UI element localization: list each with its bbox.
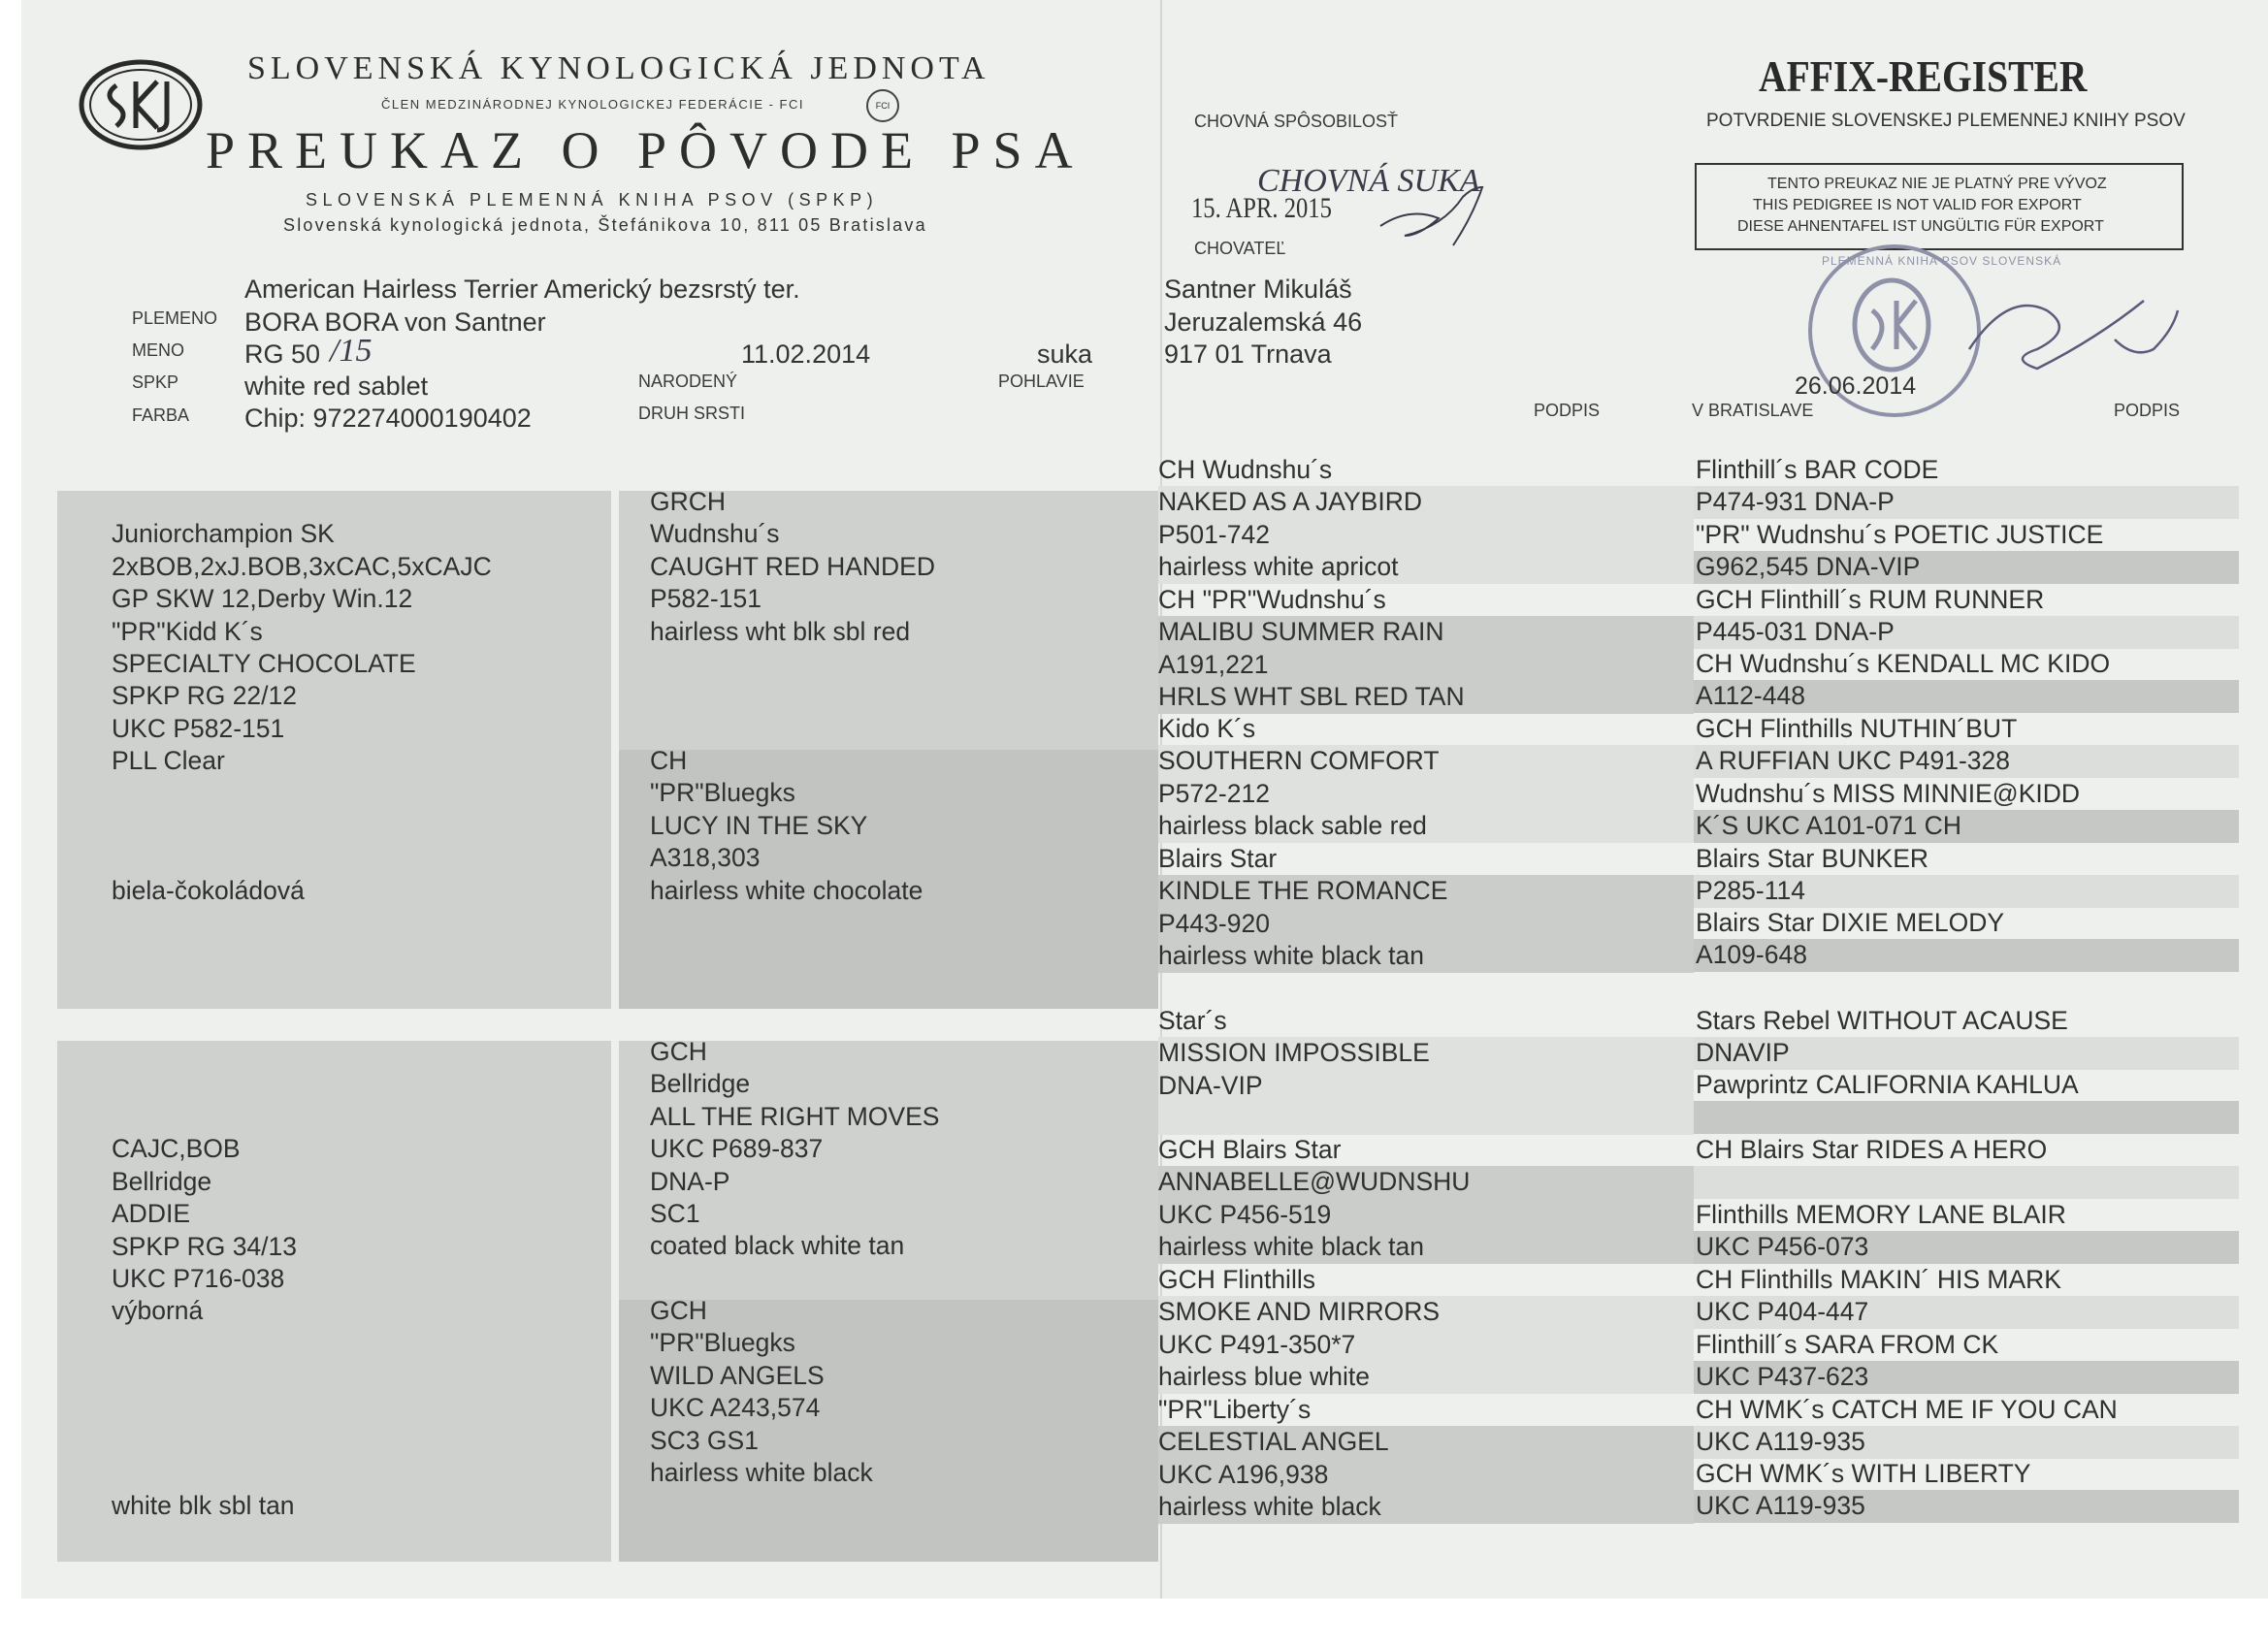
label-narodeny: NARODENÝ xyxy=(638,372,738,391)
gen4-line: P445-031 DNA-P xyxy=(1696,617,1895,647)
gen4-line: UKC A119-935 xyxy=(1696,1427,1865,1457)
gen1-sire-line: Juniorchampion SK xyxy=(112,519,335,549)
gen1-sire-line xyxy=(112,778,492,810)
gen1-sire-line xyxy=(112,810,492,842)
label-farba: FARBA xyxy=(132,405,190,425)
affix-date: 26.06.2014 xyxy=(1795,372,1917,400)
breeder-city: 917 01 Trnava xyxy=(1164,340,1332,369)
affix-title: AFFIX-REGISTER xyxy=(1759,51,2088,101)
gen3-line: MISSION IMPOSSIBLE xyxy=(1158,1038,1430,1068)
fci-logo-icon: FCI xyxy=(875,101,891,111)
gen2-line: hairless white chocolate xyxy=(650,875,923,905)
fci-logo xyxy=(866,89,899,122)
gen3-line: GCH Blairs Star xyxy=(1158,1135,1342,1164)
breeding-stamp-date: 15. APR. 2015 xyxy=(1191,192,1332,224)
gen3-line: Kido K´s xyxy=(1158,714,1256,743)
gen2-line: GRCH xyxy=(650,487,727,516)
warning-line-en: THIS PEDIGREE IS NOT VALID FOR EXPORT xyxy=(1753,197,2082,213)
stamp-emblem-icon xyxy=(1843,272,1940,378)
gen2-line: P582-151 xyxy=(650,584,761,614)
gen3-line: DNA-VIP xyxy=(1158,1070,1263,1100)
gen1-sire-line: PLL Clear xyxy=(112,746,225,776)
gen4-line xyxy=(1696,1101,2079,1133)
warning-line-sk: TENTO PREUKAZ NIE JE PLATNÝ PRE VÝVOZ xyxy=(1767,176,2107,192)
dog-name-value: BORA BORA von Santner xyxy=(244,307,546,337)
gen3-line: NAKED AS A JAYBIRD xyxy=(1158,487,1422,517)
gen4-ancestor xyxy=(1696,519,2103,584)
gen2-line: hairless wht blk sbl red xyxy=(650,616,911,646)
gen4-line: A RUFFIAN UKC P491-328 xyxy=(1696,746,2011,776)
gen4-ancestor xyxy=(1696,1134,2047,1199)
affix-subtitle: POTVRDENIE SLOVENSKEJ PLEMENNEJ KNIHY PSOV xyxy=(1706,111,2186,131)
breed-value: American Hairless Terrier Americký bezsrstý ter. xyxy=(244,275,800,304)
gen4-line: Blairs Star BUNKER xyxy=(1696,844,1929,873)
gen1-dam-line: UKC P716-038 xyxy=(112,1263,285,1293)
gen1-dam-line: výborná xyxy=(112,1296,204,1326)
gen3-line: UKC A196,938 xyxy=(1158,1459,1329,1489)
label-pohlavie: POHLAVIE xyxy=(998,372,1085,391)
gen2-line: SC3 GS1 xyxy=(650,1425,759,1455)
gen4-line: UKC P456-073 xyxy=(1696,1232,1869,1262)
gen3-ancestor xyxy=(1158,1134,1470,1264)
gen2-line: "PR"Bluegks xyxy=(650,778,795,808)
gen3-line: hairless blue white xyxy=(1158,1362,1371,1392)
gen3-ancestor xyxy=(1158,843,1447,973)
gen3-line: P501-742 xyxy=(1158,519,1270,549)
gen2-line: coated black white tan xyxy=(650,1231,905,1261)
gen4-line: GCH WMK´s WITH LIBERTY xyxy=(1696,1459,2031,1488)
gen4-line: UKC P437-623 xyxy=(1696,1362,1869,1392)
gen2-ancestor xyxy=(650,745,923,907)
spkp-number: RG 50 xyxy=(244,340,321,369)
gen3-line: HRLS WHT SBL RED TAN xyxy=(1158,682,1465,712)
gen2-line: hairless white black xyxy=(650,1457,873,1487)
gen4-line: CH WMK´s CATCH ME IF YOU CAN xyxy=(1696,1395,2118,1424)
gen4-ancestor xyxy=(1696,1005,2068,1070)
gen2-line: A318,303 xyxy=(650,843,761,873)
gen1-dam-line: SPKP RG 34/13 xyxy=(112,1231,298,1261)
gen3-line: A191,221 xyxy=(1158,649,1269,679)
gen2-ancestor xyxy=(650,1036,939,1263)
gen3-line: Blairs Star xyxy=(1158,844,1278,873)
gen2-line: WILD ANGELS xyxy=(650,1360,825,1390)
gen4-line: Blairs Star DIXIE MELODY xyxy=(1696,908,2005,937)
gen1-dam-line xyxy=(112,1393,297,1425)
gen2-line: CAUGHT RED HANDED xyxy=(650,551,935,581)
gen4-ancestor xyxy=(1696,1264,2061,1329)
signature-icon xyxy=(1960,281,2192,398)
gen4-line: GCH Flinthills NUTHIN´BUT xyxy=(1696,714,2018,743)
gen3-line: CH "PR"Wudnshu´s xyxy=(1158,585,1386,614)
gen3-line: "PR"Liberty´s xyxy=(1158,1395,1312,1424)
gen4-line: Stars Rebel WITHOUT ACAUSE xyxy=(1696,1006,2068,1035)
gen4-line: G962,545 DNA-VIP xyxy=(1696,552,1921,582)
stamp-ring-text: PLEMENNÁ KNIHA PSOV SLOVENSKÁ xyxy=(1822,254,2062,268)
gen3-ancestor xyxy=(1158,1394,1389,1524)
gen3-ancestor xyxy=(1158,1005,1430,1135)
gen3-line: SMOKE AND MIRRORS xyxy=(1158,1297,1441,1327)
gen3-ancestor xyxy=(1158,454,1422,584)
gen2-line: "PR"Bluegks xyxy=(650,1328,795,1358)
gen3-line: UKC P456-519 xyxy=(1158,1199,1332,1229)
skj-logo-icon xyxy=(78,58,204,151)
gen4-line: A109-648 xyxy=(1696,940,1807,970)
breeder-signature-label: PODPIS xyxy=(1534,401,1601,420)
gen4-ancestor xyxy=(1696,843,1928,908)
org-name: SLOVENSKÁ KYNOLOGICKÁ JEDNOTA xyxy=(247,50,990,86)
label-spkp: SPKP xyxy=(132,372,179,392)
gen2-line: Bellridge xyxy=(650,1069,751,1099)
signature-icon xyxy=(1376,182,1521,250)
gen4-ancestor xyxy=(1696,648,2110,713)
document-title: PREUKAZ O PÔVODE PSA xyxy=(206,121,1085,179)
gen2-line: ALL THE RIGHT MOVES xyxy=(650,1101,940,1131)
gen3-ancestor xyxy=(1158,713,1440,843)
label-plemeno: PLEMENO xyxy=(132,308,218,328)
gen4-ancestor xyxy=(1696,454,1938,519)
gen3-line: Star´s xyxy=(1158,1006,1227,1035)
gen1-dam-line: CAJC,BOB xyxy=(112,1134,241,1164)
breeding-signature xyxy=(1376,182,1521,250)
gen4-line: CH Blairs Star RIDES A HERO xyxy=(1696,1135,2048,1164)
gen4-ancestor xyxy=(1696,1199,2066,1264)
gen1-dam-line xyxy=(112,1457,297,1489)
warning-line-de: DIESE AHNENTAFEL IST UNGÜLTIG FÜR EXPORT xyxy=(1737,218,2104,235)
gen2-line: LUCY IN THE SKY xyxy=(650,810,868,840)
gen2-line: CH xyxy=(650,746,688,775)
gen4-line: GCH Flinthill´s RUM RUNNER xyxy=(1696,585,2045,614)
gen3-line: MALIBU SUMMER RAIN xyxy=(1158,617,1444,647)
gen1-dam-line xyxy=(112,1425,297,1457)
gen4-ancestor xyxy=(1696,1069,2079,1134)
gen4-ancestor xyxy=(1696,778,2080,843)
gen3-line: GCH Flinthills xyxy=(1158,1265,1315,1294)
gen1-sire-line: "PR"Kidd K´s xyxy=(112,616,263,646)
gen4-line: Flinthill´s BAR CODE xyxy=(1696,455,1939,484)
chip-value: Chip: 972274000190402 xyxy=(244,404,532,433)
gen1-dam-line xyxy=(112,1101,297,1133)
breeding-stamp-text: CHOVNÁ SUKA xyxy=(1257,163,1480,199)
gen4-line: CH Flinthills MAKIN´ HIS MARK xyxy=(1696,1265,2061,1294)
gen4-line: Flinthills MEMORY LANE BLAIR xyxy=(1696,1200,2066,1229)
gen2-line: Wudnshu´s xyxy=(650,519,780,549)
gen3-line: hairless white black tan xyxy=(1158,1232,1424,1262)
gen4-ancestor xyxy=(1696,713,2017,778)
skj-logo xyxy=(78,58,204,151)
gen3-line: UKC P491-350*7 xyxy=(1158,1329,1356,1359)
gen1-sire-line: SPKP RG 22/12 xyxy=(112,681,298,711)
gen2-line: SC1 xyxy=(650,1198,700,1228)
gen1-sire-line: 2xBOB,2xJ.BOB,3xCAC,5xCAJC xyxy=(112,551,492,581)
gen3-line: hairless white black tan xyxy=(1158,941,1424,971)
gen4-line: K´S UKC A101-071 CH xyxy=(1696,811,1961,841)
gen3-line: ANNABELLE@WUDNSHU xyxy=(1158,1167,1471,1197)
gen2-line: DNA-P xyxy=(650,1166,730,1196)
gen4-line: UKC A119-935 xyxy=(1696,1491,1865,1521)
gen1-dam xyxy=(112,1101,297,1522)
gen4-ancestor xyxy=(1696,1458,2030,1523)
gen2-line: GCH xyxy=(650,1037,707,1066)
gen1-sire-line: SPECIALTY CHOCOLATE xyxy=(112,648,416,678)
breeder-label: CHOVATEĽ xyxy=(1194,239,1286,258)
stamp-logo-icon xyxy=(1843,272,1940,378)
gen1-sire-line xyxy=(112,486,492,518)
gen2-line: UKC P689-837 xyxy=(650,1134,824,1164)
gen4-line: CH Wudnshu´s KENDALL MC KIDO xyxy=(1696,649,2111,678)
gen2-line: GCH xyxy=(650,1296,707,1325)
gen3-line: CELESTIAL ANGEL xyxy=(1158,1427,1389,1457)
label-druh-srsti: DRUH SRSTI xyxy=(638,404,746,423)
color-value: white red sablet xyxy=(244,372,429,401)
affix-signature xyxy=(1960,281,2192,398)
gen3-line: hairless white black xyxy=(1158,1492,1381,1522)
gen4-ancestor xyxy=(1696,907,2004,972)
gen2-ancestor xyxy=(650,486,935,648)
gen1-dam-line: ADDIE xyxy=(112,1199,190,1229)
breeder-name: Santner Mikuláš xyxy=(1164,275,1352,304)
gen4-line: P285-114 xyxy=(1696,876,1805,906)
label-meno: MENO xyxy=(132,340,184,360)
gen4-line: "PR" Wudnshu´s POETIC JUSTICE xyxy=(1696,520,2104,549)
gen4-line: Flinthill´s SARA FROM CK xyxy=(1696,1330,1999,1359)
gen3-line: P443-920 xyxy=(1158,908,1270,938)
gen3-line: CH Wudnshu´s xyxy=(1158,455,1333,484)
gen1-dam-line: Bellridge xyxy=(112,1166,212,1196)
gen1-sire-line: GP SKW 12,Derby Win.12 xyxy=(112,584,413,614)
gen3-line: P572-212 xyxy=(1158,778,1270,808)
gen1-sire-line: UKC P582-151 xyxy=(112,713,285,743)
org-address: Slovenská kynologická jednota, Štefánikova 10, 811 05 Bratislava xyxy=(283,215,927,235)
affix-signature-label: PODPIS xyxy=(2114,401,2181,420)
org-subtitle: ČLEN MEDZINÁRODNEJ KYNOLOGICKEJ FEDERÁCIE - FCI xyxy=(381,97,804,112)
gen2-line: UKC A243,574 xyxy=(650,1393,821,1423)
gen4-line: P474-931 DNA-P xyxy=(1696,487,1895,517)
gen3-line: KINDLE THE ROMANCE xyxy=(1158,876,1448,906)
gen1-dam-line xyxy=(112,1360,297,1392)
gen4-line: DNAVIP xyxy=(1696,1038,1790,1068)
gen4-ancestor xyxy=(1696,1329,1998,1394)
affix-place: V BRATISLAVE xyxy=(1692,401,1814,420)
breeder-street: Jeruzalemská 46 xyxy=(1164,307,1363,337)
gen3-line: hairless black sable red xyxy=(1158,811,1427,841)
gen4-ancestor xyxy=(1696,1394,2118,1459)
sex-value: suka xyxy=(1037,340,1093,369)
gen2-ancestor xyxy=(650,1295,873,1489)
birth-date: 11.02.2014 xyxy=(741,340,871,369)
gen3-line: SOUTHERN COMFORT xyxy=(1158,746,1440,776)
gen4-line: Pawprintz CALIFORNIA KAHLUA xyxy=(1696,1070,2079,1099)
gen1-dam-line: white blk sbl tan xyxy=(112,1490,295,1520)
gen3-line: hairless white apricot xyxy=(1158,552,1399,582)
stud-book: SLOVENSKÁ PLEMENNÁ KNIHA PSOV (SPKP) xyxy=(306,190,879,210)
gen4-ancestor xyxy=(1696,584,2044,649)
gen1-sire-line xyxy=(112,842,492,874)
gen4-line xyxy=(1696,1166,2047,1198)
gen4-line: A112-448 xyxy=(1696,681,1805,711)
breeding-label: CHOVNÁ SPÔSOBILOSŤ xyxy=(1194,112,1399,131)
gen4-line: UKC P404-447 xyxy=(1696,1297,1869,1327)
gen3-line xyxy=(1158,1102,1430,1134)
gen1-sire-line: biela-čokoládová xyxy=(112,875,305,905)
gen3-ancestor xyxy=(1158,1264,1440,1394)
gen3-ancestor xyxy=(1158,584,1465,714)
gen4-line: Wudnshu´s MISS MINNIE@KIDD xyxy=(1696,779,2081,808)
spkp-handwritten: /15 xyxy=(330,333,373,369)
gen1-sire xyxy=(112,486,492,907)
gen1-dam-line xyxy=(112,1328,297,1360)
